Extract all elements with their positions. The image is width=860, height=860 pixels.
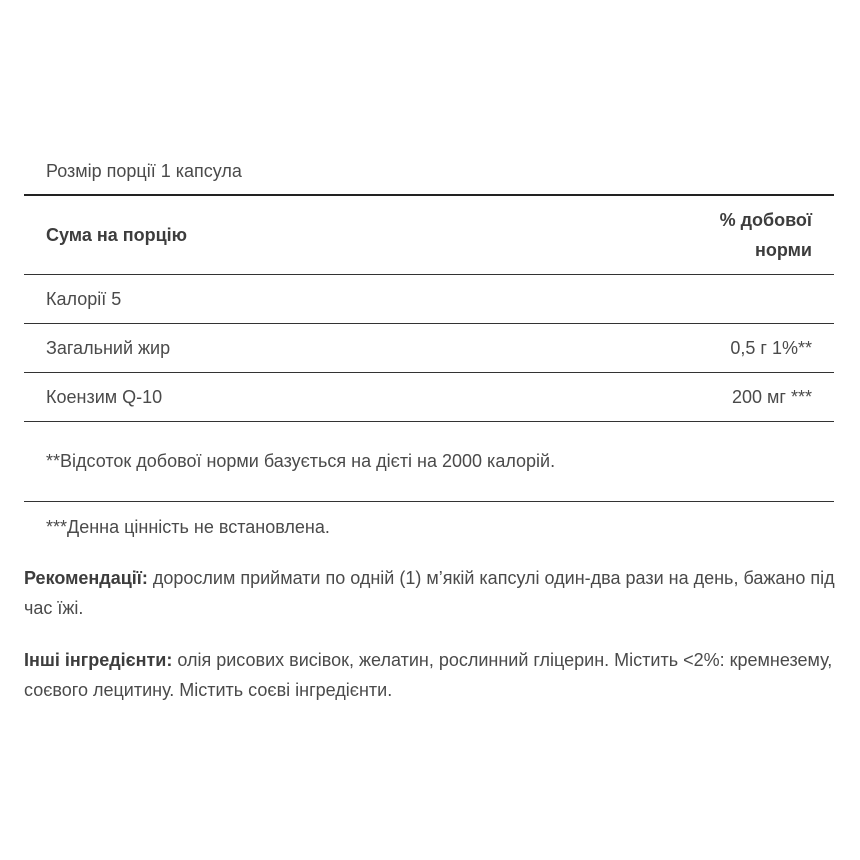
footnote-row xyxy=(24,502,834,552)
daily-value-not-established-note: ***Денна цінність не встановлена. xyxy=(46,516,330,537)
nutrient-name: Коензим Q-10 xyxy=(46,386,163,407)
table-header-row xyxy=(24,196,834,274)
nutrient-name: Калорії 5 xyxy=(46,288,122,309)
recommendations-paragraph xyxy=(24,563,836,623)
nutrient-value: 0,5 г 1%** xyxy=(730,337,812,358)
other-ingredients-paragraph xyxy=(24,645,836,705)
recommendations-text: дорослим приймати по одній (1) м’якій капсулі один-два рази на день, бажано під час їжі. xyxy=(24,568,835,618)
amount-per-serving-header: Сума на порцію xyxy=(46,224,188,245)
nutrition-facts-table xyxy=(24,148,834,552)
table-row xyxy=(24,373,834,421)
other-ingredients-text: олія рисових висівок, желатин, рослинний гліцерин. Містить <2%: кремнезему, соєвого лецитину. Містить соєві інгредієнти. xyxy=(24,650,833,700)
serving-size-row xyxy=(24,148,834,194)
serving-size-label: Розмір порції 1 капсула xyxy=(46,160,242,181)
daily-value-basis-note: **Відсоток добової норми базується на дієті на 2000 калорій. xyxy=(46,451,556,471)
daily-value-header-line2: норми xyxy=(754,240,812,260)
nutrient-value: 200 мг *** xyxy=(732,386,812,407)
daily-value-header xyxy=(720,205,812,265)
daily-value-header-line1: % добової xyxy=(719,210,812,230)
recommendations-label: Рекомендації: xyxy=(24,568,148,588)
other-ingredients-label: Інші інгредієнти: xyxy=(24,650,173,670)
footnote-row xyxy=(24,422,834,501)
table-row xyxy=(24,324,834,372)
table-row xyxy=(24,275,834,323)
nutrient-name: Загальний жир xyxy=(46,337,171,358)
